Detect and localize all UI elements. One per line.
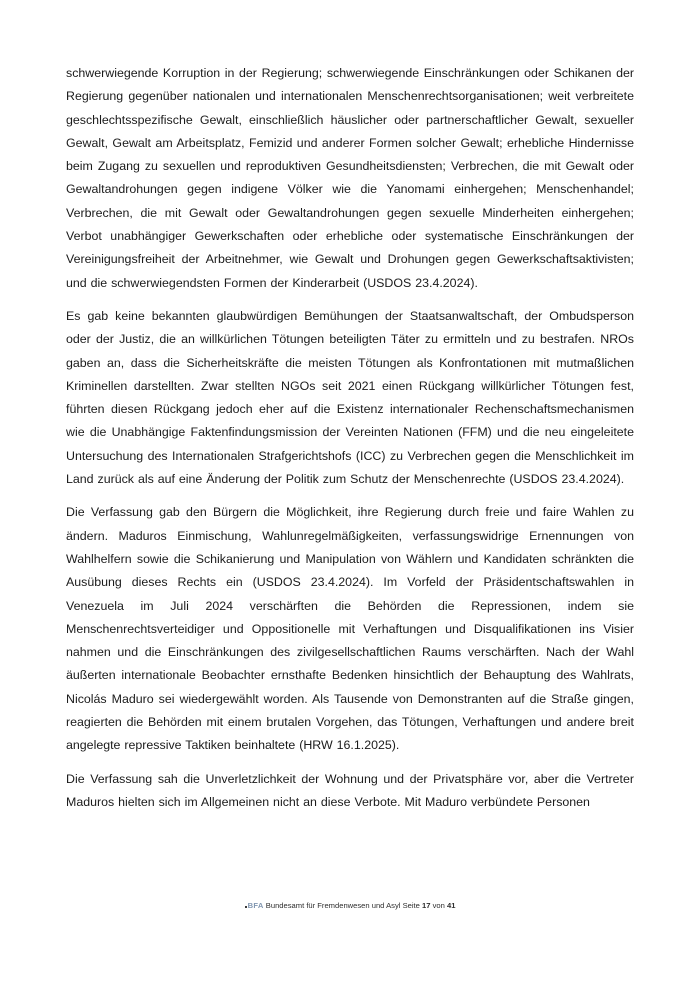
bfa-logo: BFA	[247, 901, 264, 910]
paragraph-3: Die Verfassung gab den Bürgern die Möglichkeit, ihre Regierung durch freie und faire Wahlen zu ändern. Maduros Einmischung, Wahlunregelmäßigkeiten, verfassungswidrige Ernennungen von Wahlhelfern sowie die Schikanierung und Manipulation von Wählern und Kandidaten schränkten die Ausübung dieses Rechts ein (USDOS 23.4.2024). Im Vorfeld der Präsidentschaftswahlen in Venezuela im Juli 2024 verschärften die Behörden die Repressionen, indem sie Menschenrechtsverteidiger und Oppositionelle mit Verhaftungen und Disqualifikationen ins Visier nahmen und die Einschränkungen des zivilgesellschaftlichen Raums verschärften. Nach der Wahl äußerten internationale Beobachter ernsthafte Bedenken hinsichtlich der Behauptung des Wahlrats, Nicolás Maduro sei wiedergewählt worden. Als Tausende von Demonstranten auf die Straße gingen, reagierten die Behörden mit einem brutalen Vorgehen, das Tötungen, Verhaftungen und andere breit angelegte repressive Taktiken beinhaltete (HRW 16.1.2025).	[66, 505, 634, 753]
footer-office-name: Bundesamt für Fremdenwesen und Asyl	[265, 901, 401, 910]
paragraph-4: Die Verfassung sah die Unverletzlichkeit der Wohnung und der Privatsphäre vor, aber die Vertreter Maduros hielten sich im Allgemeinen nicht an diese Verbote. Mit Maduro verbündete Personen	[66, 771, 634, 809]
document-body	[66, 62, 634, 824]
paragraph-1: schwerwiegende Korruption in der Regierung; schwerwiegende Einschränkungen oder Schikanen der Regierung gegenüber nationalen und internationalen Menschenrechtsorganisationen; weit verbreitete geschlechtsspezifische Gewalt, einschließlich häuslicher oder partnerschaftlicher Gewalt, sexueller Gewalt, Gewalt am Arbeitsplatz, Femizid und anderer Formen solcher Gewalt; erhebliche Hindernisse beim Zugang zu sexuellen und reproduktiven Gesundheitsdiensten; Verbrechen, die mit Gewalt oder Gewaltandrohungen gegen indigene Völker wie die Yanomami einhergehen; Menschenhandel; Verbrechen, die mit Gewalt oder Gewaltandrohungen gegen sexuelle Minderheiten einhergehen; Verbot unabhängiger Gewerkschaften oder erhebliche oder systematische Einschränkungen der Vereinigungsfreiheit der Arbeitnehmer, wie Gewalt und Drohungen gegen Gewerkschaftsaktivisten; und die schwerwiegendsten Formen der Kinderarbeit (USDOS 23.4.2024).	[66, 66, 634, 290]
footer-of-label: von	[432, 901, 445, 910]
page-footer	[0, 900, 700, 912]
bfa-logo-mark-icon	[245, 906, 247, 908]
footer-total-pages: 41	[446, 901, 456, 910]
footer-page-label: Seite	[402, 901, 420, 910]
paragraph-2: Es gab keine bekannten glaubwürdigen Bemühungen der Staatsanwaltschaft, der Ombudsperson oder der Justiz, die an willkürlichen Tötungen beteiligten Täter zu ermitteln und zu bestrafen. NROs gaben an, dass die Sicherheitskräfte die meisten Tötungen als Konfrontationen mit mutmaßlichen Kriminellen darstellten. Zwar stellten NGOs seit 2021 einen Rückgang willkürlicher Tötungen fest, führten diesen Rückgang jedoch eher auf die Existenz internationaler Rechenschaftsmechanismen wie die Unabhängige Faktenfindungsmission der Vereinten Nationen (FFM) und die neu eingeleitete Untersuchung des Internationalen Strafgerichtshofs (ICC) zu Verbrechen gegen die Menschlichkeit im Land zurück als auf eine Änderung der Politik zum Schutz der Menschenrechte (USDOS 23.4.2024).	[66, 308, 634, 487]
footer-page-number: 17	[422, 901, 431, 910]
